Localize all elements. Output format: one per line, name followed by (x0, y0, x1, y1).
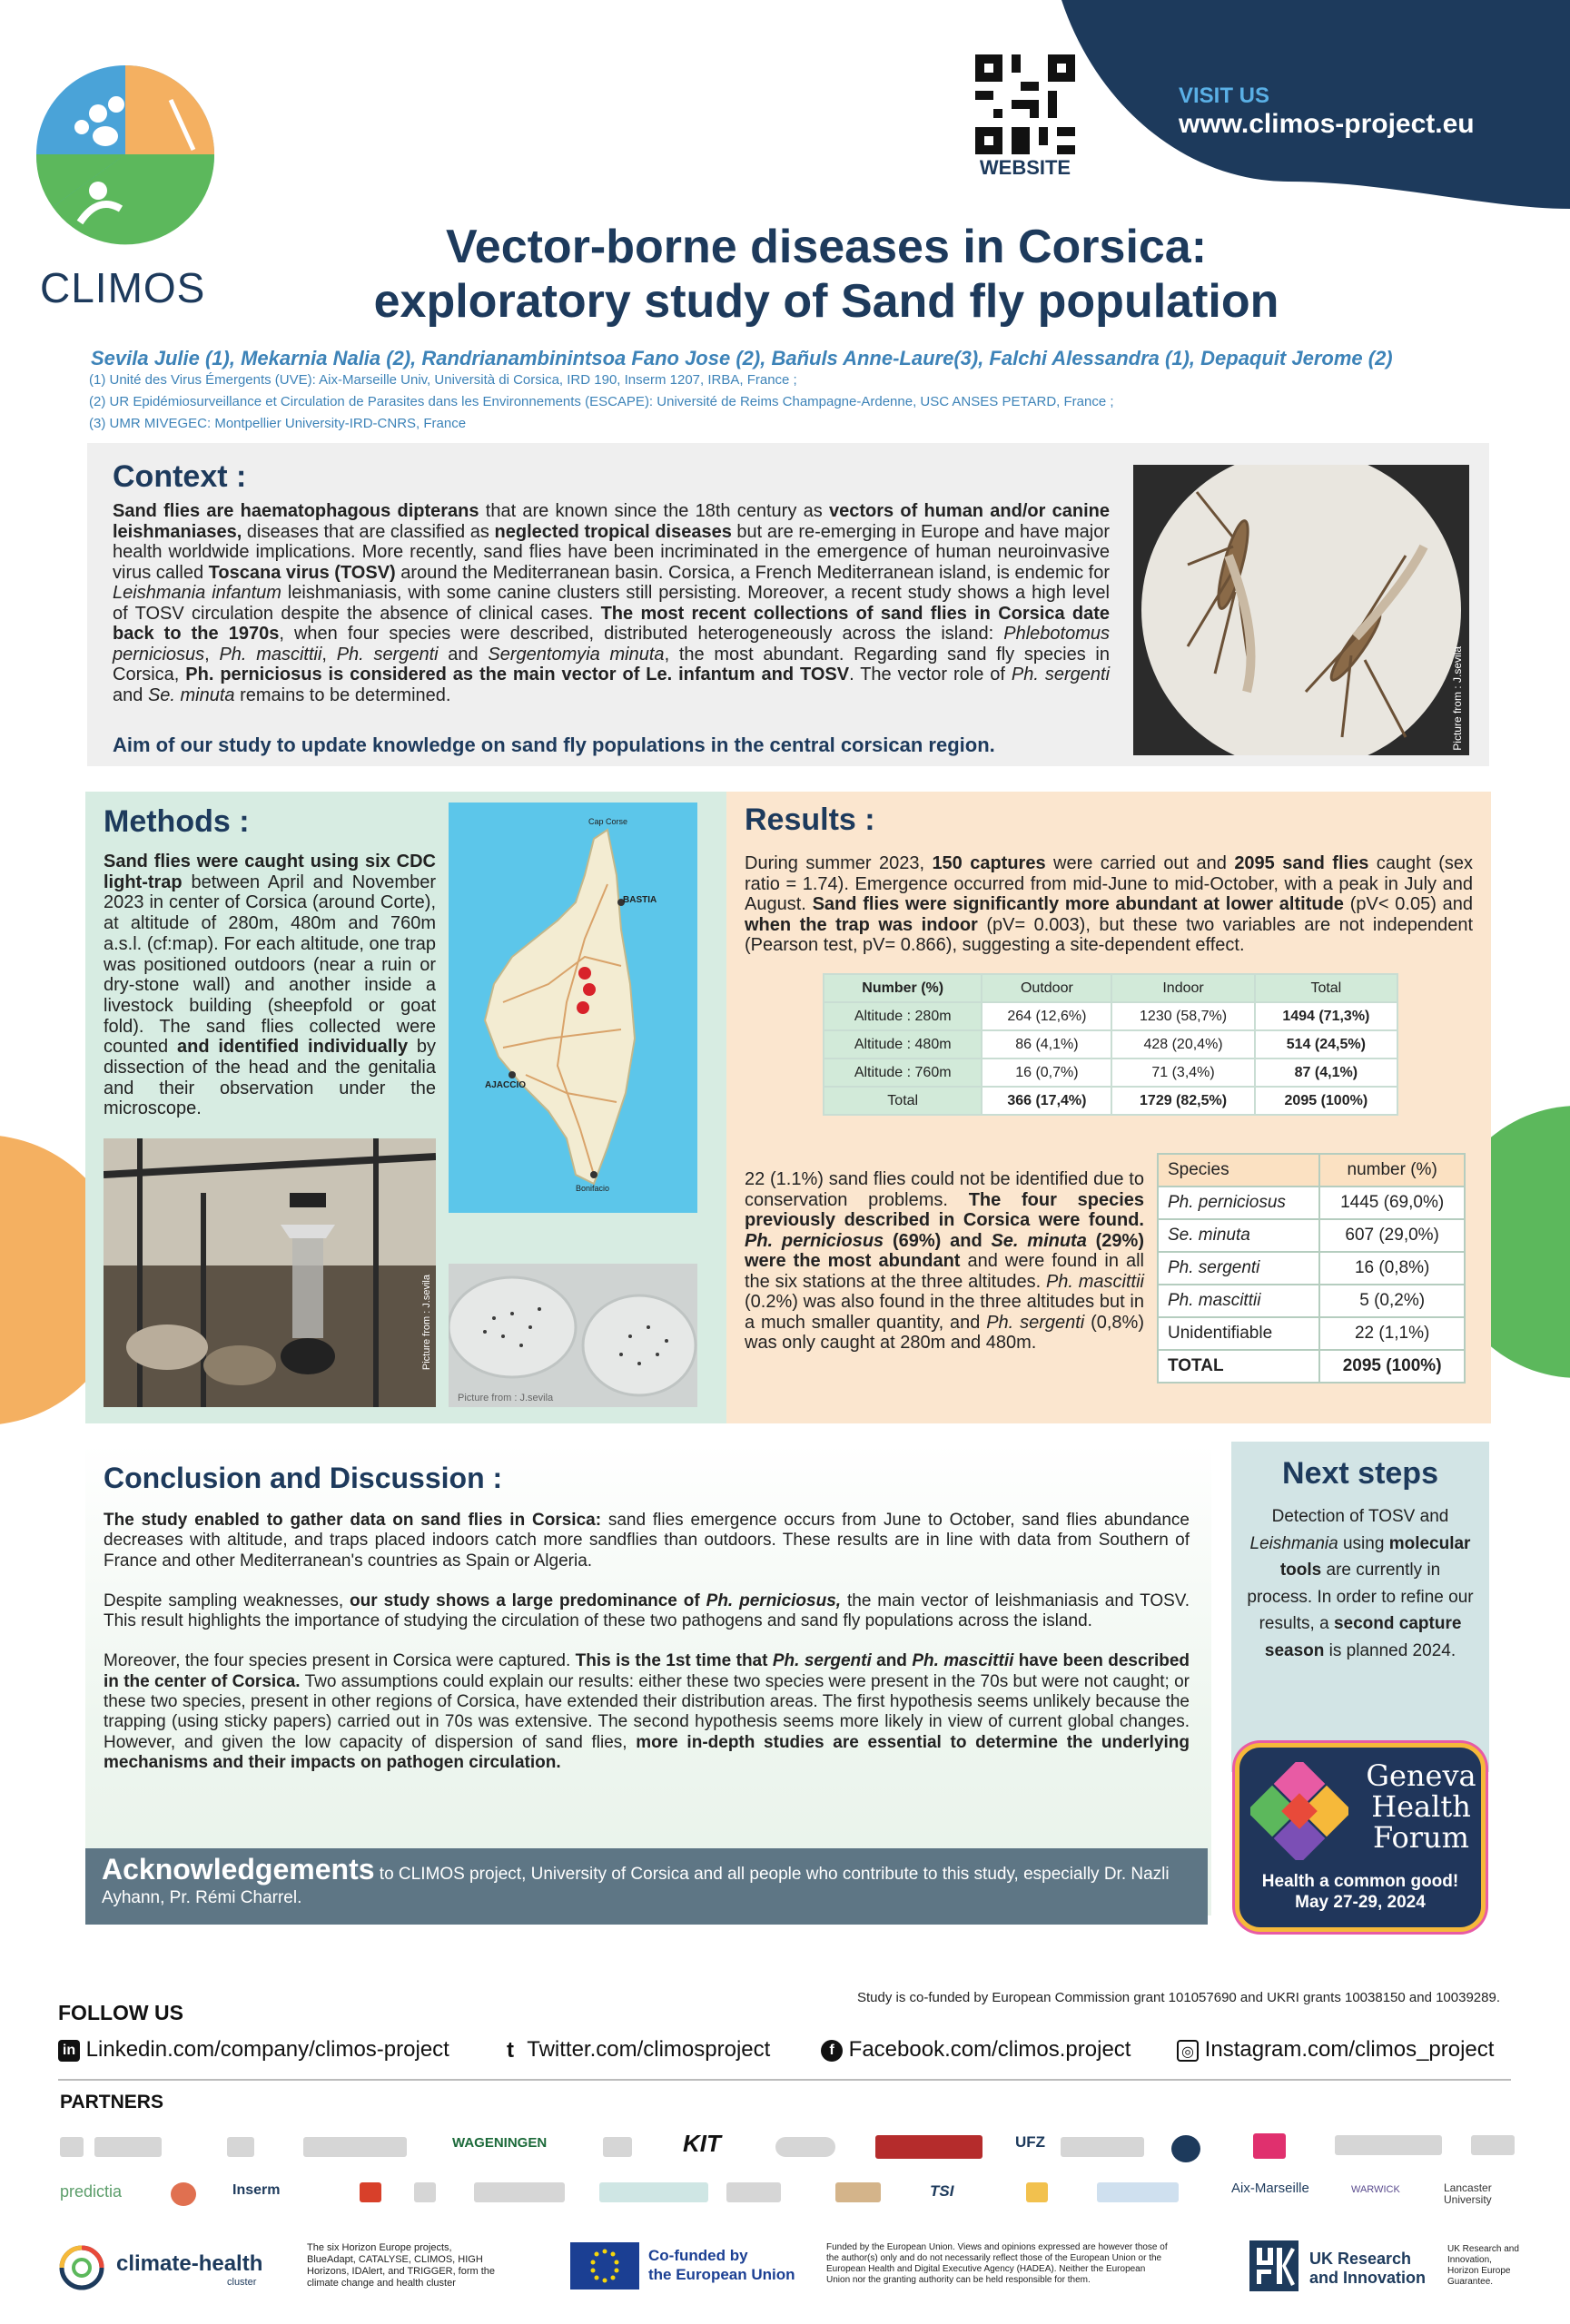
text-run: (29%) were the most abundant (745, 1230, 1144, 1271)
eu-flag-icon (570, 2242, 639, 2290)
climate-health-sub: cluster (227, 2277, 257, 2288)
text-run: the main vector of leishmaniasis and TOSV. This result highlights the importance of studying the circulation of these two pathogens and sand fly populations across the island. (104, 1590, 1190, 1631)
table-cell: TOTAL (1158, 1350, 1319, 1383)
visit-us-label: VISIT US (1179, 84, 1270, 108)
title-line-1: Vector-borne diseases in Corsica: (445, 221, 1208, 273)
forum-details (1239, 1871, 1481, 1913)
table-cell: 607 (29,0%) (1319, 1219, 1465, 1252)
partner-logo: KIT (683, 2130, 721, 2157)
text-run: Ph. sergenti (336, 644, 439, 665)
paragraph (104, 1651, 1190, 1773)
forum-tagline: Health a common good! (1261, 1872, 1459, 1891)
partner-logo: WARWICK (1351, 2184, 1400, 2195)
text-run: Phlebotomus perniciosus (113, 624, 1110, 665)
partner-logo (1097, 2182, 1179, 2202)
social-link-text[interactable]: Facebook.com/climos.project (848, 2037, 1131, 2062)
table-cell: 2095 (100%) (1319, 1350, 1465, 1383)
petri-dish-photo (449, 1264, 697, 1407)
social-instagram[interactable] (1177, 2037, 1494, 2063)
text-run: between April and November 2023 in center of Corsica (around Corte), at altitude of 280m, 480m and 760m a.s.l. (cf:map). For each altitude, one trap was positioned outdoors (near a ruin or dry-stone wall) and another inside a livestock building (sheepfold or goat fold). The sand flies collected were counted (104, 872, 436, 1058)
partner-logo (1171, 2135, 1200, 2162)
results-body (745, 853, 1473, 956)
map-label: Cap Corse (588, 817, 628, 826)
affiliation-1: (1) Unité des Virus Émergents (UVE): Aix-Marseille Univ, Università di Corsica, IRD 190, Inserm 1207, IRBA, France ; (89, 372, 797, 388)
text-run: and (113, 684, 148, 705)
table-cell: 264 (12,6%) (982, 1002, 1111, 1030)
text-run: Ph. sergenti (986, 1312, 1085, 1333)
table-cell: 87 (4,1%) (1255, 1059, 1397, 1087)
acknowledgements-banner (85, 1848, 1208, 1925)
table-cell: Altitude : 760m (824, 1059, 982, 1087)
partner-logo: UFZ (1015, 2133, 1046, 2151)
map-label: AJACCIO (485, 1080, 527, 1090)
climate-health-cluster-logo (58, 2244, 105, 2296)
table-cell: 366 (17,4%) (982, 1087, 1111, 1115)
forum-name (1358, 1760, 1485, 1853)
table-row (1158, 1252, 1465, 1285)
table-cell: 1494 (71,3%) (1255, 1002, 1397, 1030)
table-header-row (824, 974, 1397, 1002)
table-row (1158, 1350, 1465, 1383)
table-header: Number (%) (824, 974, 982, 1002)
text-run: . The vector role of (849, 665, 1012, 684)
table-cell: 1445 (69,0%) (1319, 1187, 1465, 1219)
conclusion-title: Conclusion and Discussion : (104, 1462, 503, 1494)
text-run: second capture season (1264, 1614, 1462, 1660)
text-run: are currently in process. In order to refine our results, a (1247, 1561, 1474, 1633)
table-cell: Ph. perniciosus (1158, 1187, 1319, 1219)
text-run: and identified individually (176, 1037, 409, 1058)
text-run: 22 (1.1%) sand flies could not be identified due to conservation problems. (745, 1169, 1144, 1210)
text-run: , (321, 644, 337, 665)
table-header: Outdoor (982, 974, 1111, 1002)
text-run: Toscana virus (TOSV) (208, 562, 396, 583)
affiliation-3: (3) UMR MIVEGEC: Montpellier University-IRD-CNRS, France (89, 416, 467, 431)
light-trap-photo (104, 1138, 436, 1407)
text-run: 2095 sand flies (1234, 853, 1369, 873)
partner-logo: Aix-Marseille (1231, 2181, 1309, 2196)
twitter-icon: t (507, 2037, 514, 2063)
text-run: Ph. mascittii (219, 644, 322, 665)
text-run: Despite sampling weaknesses, (104, 1590, 351, 1610)
partner-logo (603, 2137, 632, 2157)
partner-logo: predictia (60, 2182, 123, 2201)
photo-credit: Picture from : J.sevila (421, 1275, 432, 1371)
partner-logo (171, 2182, 196, 2206)
text-run: (pV< 0.05) and (1343, 894, 1473, 914)
text-run: were carried out and (1045, 853, 1235, 873)
text-run: molecular tools (1279, 1533, 1471, 1580)
text-run: is planned 2024. (1324, 1640, 1456, 1660)
text-run: Leishmania infantum (113, 583, 281, 603)
text-run: (0,8%) was only caught at 280m and 480m. (745, 1312, 1145, 1353)
acknowledgements-body: to CLIMOS project, University of Corsica and all people who contribute to this study, especially Dr. Nazli Ayhann, Pr. Rémi Charrel. (102, 1865, 1170, 1907)
table-cell: 514 (24,5%) (1255, 1030, 1397, 1059)
paragraph (104, 1511, 1190, 1571)
paragraph (104, 1591, 1190, 1632)
partner-logo (60, 2137, 84, 2157)
table-header-row (1158, 1154, 1465, 1187)
table-cell: 1729 (82,5%) (1111, 1087, 1254, 1115)
poster-title (227, 220, 1426, 329)
partner-logo (227, 2137, 254, 2157)
context-body (113, 501, 1110, 705)
next-steps-title: Next steps (1282, 1456, 1438, 1491)
text-run: leishmaniasis, with some canine clusters still persisting. Moreover, a recent study shows a high level of TOSV circulation despite the absence of clinical cases. (113, 583, 1110, 624)
table-cell: 5 (0,2%) (1319, 1285, 1465, 1317)
text-run: Se. minuta (991, 1230, 1087, 1251)
social-link-text[interactable]: Twitter.com/climosproject (527, 2037, 771, 2062)
partner-logo (726, 2182, 781, 2202)
text-run: neglected tropical diseases (494, 521, 732, 542)
species-table (1157, 1153, 1466, 1384)
text-run: , when four species were described, distributed heterogeneously across the island: (279, 624, 1004, 644)
text-run: vectors of human and/or canine leishmaniases, (113, 501, 1110, 542)
text-run: The most recent collections of sand flies in Corsica date back to the 1970s (113, 603, 1110, 644)
photo-credit: Picture from : J.sevila (1451, 646, 1464, 751)
table-cell: 16 (0,7%) (982, 1059, 1111, 1087)
sandfly-microscope-photo (1133, 465, 1469, 755)
ukri-note: UK Research and Innovation, Horizon Europe Guarantee. (1447, 2244, 1519, 2287)
affiliation-2: (2) UR Epidémiosurveillance et Circulation de Parasites dans les Environnements (ESCAPE): Université de Reims Champagne-Ardenne, USC ANSES PETARD, France ; (89, 394, 1114, 409)
forum-dates: May 27-29, 2024 (1295, 1893, 1426, 1912)
text-run: Ph. perniciosus (745, 1230, 884, 1251)
text-run: Sergentomyia minuta (488, 644, 665, 665)
text-run: , the most abundant. Regarding sand fly species in Corsica, (113, 644, 1110, 684)
social-link-text[interactable]: Instagram.com/climos_project (1204, 2037, 1495, 2062)
table-row (824, 1030, 1397, 1059)
methods-body (104, 852, 436, 1119)
table-header: Total (1255, 974, 1397, 1002)
text-run: but are re-emerging in Europe and have major health worldwide implications. More recently, sand flies have been incriminated in the emergence of human neuroinvasive virus called (113, 521, 1110, 583)
text-run: (69%) and (884, 1230, 992, 1251)
partner-logo (94, 2137, 162, 2157)
results-species-text (745, 1169, 1144, 1354)
table-cell: 22 (1,1%) (1319, 1317, 1465, 1350)
text-run: Se. minuta (147, 684, 235, 705)
text-run: our study shows a large predominance of (350, 1590, 706, 1610)
table-row (1158, 1219, 1465, 1252)
text-run: caught (sex ratio = 1.74). Emergence occurred from mid-June to mid-October, with a peak in July and August. (745, 853, 1474, 914)
climate-health-text: climate-health (116, 2251, 263, 2276)
partner-logo (1026, 2182, 1048, 2202)
partner-logo (474, 2182, 565, 2202)
partner-logo (875, 2135, 982, 2159)
altitude-table (823, 973, 1398, 1116)
geneva-health-forum-badge (1235, 1743, 1486, 1932)
table-cell: 1230 (58,7%) (1111, 1002, 1254, 1030)
table-header: Species (1158, 1154, 1319, 1187)
methods-title: Methods : (104, 804, 250, 839)
text-run: Sand flies were significantly more abundant at lower altitude (812, 894, 1344, 914)
text-run: sand flies emergence occurs from June to October, sand flies abundance decreases with altitude, and traps placed indoors catch more sandflies than outdoors. These results are in line with data from Southern of France and other Mediterranean's countries as Spain or Algeria. (104, 1511, 1190, 1571)
eu-cofunded (648, 2246, 795, 2284)
text-run: around the Mediterranean basin. Corsica, a French Mediterranean island, is endemic for (395, 562, 1110, 583)
corsica-map (449, 803, 697, 1213)
partner-logo (1061, 2137, 1144, 2157)
website-link[interactable]: www.climos-project.eu (1179, 109, 1475, 139)
partner-logo: TSI (930, 2182, 954, 2200)
map-label: BASTIA (623, 895, 657, 905)
eu-line: the European Union (648, 2266, 795, 2283)
partner-logo (1335, 2135, 1442, 2155)
table-cell: Ph. sergenti (1158, 1252, 1319, 1285)
acknowledgements-text (102, 1853, 1200, 1910)
partner-logo: Lancaster University (1444, 2181, 1492, 2206)
divider (58, 2079, 1511, 2081)
table-cell: 16 (0,8%) (1319, 1252, 1465, 1285)
text-run: , (204, 644, 220, 665)
text-run: Ph. mascittii (912, 1651, 1014, 1671)
text-run: Ph. perniciosus, (706, 1590, 842, 1610)
social-twitter[interactable] (499, 2037, 770, 2063)
text-run: (pV= 0.003), but these two variables are not independent (Pearson test, pV= 0.866), suggesting a site-dependent effect. (745, 914, 1473, 955)
text-run: Ph. sergenti (1011, 665, 1111, 684)
ukri-name (1309, 2250, 1426, 2288)
linkedin-icon: in (58, 2040, 80, 2062)
context-aim: Aim of our study to update knowledge on sand fly populations in the central corsican region. (113, 734, 995, 756)
map-label: Bonifacio (576, 1184, 610, 1193)
table-cell: 428 (20,4%) (1111, 1030, 1254, 1059)
text-run: Two assumptions could explain our results: either these two species were present in the 70s but were not caught; or these two species, present in other regions of Corsica, have extended their distribution areas. The first hypothesis seems unlikely because the trapping (using sticky papers) carried out in 70s was extensive. The second hypothesis seems more likely in view of current global changes. However, and given the low capacity of dispersion of sand flies, (104, 1671, 1190, 1752)
forum-name-line: Geneva (1366, 1758, 1476, 1793)
qr-label: WEBSITE (979, 156, 1071, 179)
results-title: Results : (745, 803, 875, 837)
table-cell: Total (824, 1087, 982, 1115)
table-header: Indoor (1111, 974, 1254, 1002)
social-facebook[interactable] (821, 2037, 1131, 2063)
climos-logo-icon (25, 64, 225, 245)
partner-logo (775, 2137, 835, 2157)
text-run: by dissection of the head and the genitalia and their observation under the microscope. (104, 1037, 436, 1119)
logo-text: CLIMOS (40, 264, 206, 311)
text-run: 150 captures (932, 853, 1046, 873)
context-title: Context : (113, 459, 247, 494)
table-cell: Se. minuta (1158, 1219, 1319, 1252)
text-run: During summer 2023, (745, 853, 933, 873)
social-link-text[interactable]: Linkedin.com/company/climos-project (85, 2037, 449, 2062)
table-row (824, 1059, 1397, 1087)
partner-logo (360, 2182, 381, 2202)
text-run: The four species previously described in Corsica were found. (745, 1189, 1145, 1230)
table-cell: Unidentifiable (1158, 1317, 1319, 1350)
ukri-line: UK Research (1309, 2250, 1412, 2268)
text-run: Ph. sergenti (772, 1651, 872, 1671)
acknowledgements-label: Acknowledgements (102, 1853, 375, 1886)
photo-credit: Picture from : J.sevila (458, 1393, 554, 1403)
funding-note: Study is co-funded by European Commission grant 101057690 and UKRI grants 10038150 and 10039289. (857, 1990, 1500, 2005)
forum-name-line: Forum (1373, 1820, 1469, 1855)
text-run: Sand flies are haematophagous dipterans (113, 501, 479, 521)
text-run: diseases that are classified as (242, 521, 495, 542)
table-header: number (%) (1319, 1154, 1465, 1187)
text-run: when the trap was indoor (745, 914, 978, 935)
qr-code-icon[interactable] (975, 54, 1075, 154)
table-cell: Altitude : 280m (824, 1002, 982, 1030)
table-row (1158, 1285, 1465, 1317)
text-run: (0.2%) was also found in the three altitudes but in a much smaller quantity, and (745, 1292, 1144, 1333)
partner-logo: WAGENINGEN (452, 2135, 548, 2151)
text-run: and were found in all the six stations at the three altitudes. (745, 1251, 1144, 1292)
text-run: that are known since the 18th century as (479, 501, 829, 521)
text-run: Detection of TOSV and (1271, 1507, 1449, 1526)
table-cell: Altitude : 480m (824, 1030, 982, 1059)
text-run: have been described in the center of Corsica. (104, 1651, 1190, 1691)
forum-name-line: Health (1371, 1789, 1471, 1824)
cluster-note: The six Horizon Europe projects, BlueAdapt, CATALYSE, CLIMOS, HIGH Horizons, IDAlert, and TRIGGER, form the climate change and health cluster (307, 2242, 496, 2289)
table-cell: 2095 (100%) (1255, 1087, 1397, 1115)
climate-health-icon (58, 2244, 105, 2291)
text-run: Ph. mascittii (1045, 1271, 1144, 1292)
text-run: and (871, 1651, 913, 1671)
partner-logo (414, 2182, 436, 2202)
text-run: Moreover, the four species present in Corsica were captured. (104, 1651, 576, 1671)
ukri-line: and Innovation (1309, 2269, 1426, 2287)
partner-logo (599, 2182, 708, 2202)
text-run: remains to be determined. (234, 684, 451, 705)
eu-disclaimer: Funded by the European Union. Views and opinions expressed are however those of the author(s) only and do not necessarily reflect those of the European Union or the European Health and Digital Executive Agency (HADEA). Neither the European Union nor the granting authority can be held responsible for them. (826, 2242, 1168, 2285)
partner-logo (1471, 2135, 1515, 2155)
text-run: Leishmania (1249, 1533, 1338, 1553)
table-row (824, 1002, 1397, 1030)
facebook-icon: f (821, 2040, 843, 2062)
partner-logo (835, 2182, 881, 2202)
table-cell: 71 (3,4%) (1111, 1059, 1254, 1087)
partner-logo: Inserm (232, 2182, 281, 2198)
table-row (1158, 1317, 1465, 1350)
text-run: The study enabled to gather data on sand flies in Corsica: (104, 1511, 602, 1530)
text-run: Sand flies were caught using six CDC light-trap (104, 852, 436, 892)
title-line-2: exploratory study of Sand fly population (373, 275, 1279, 328)
eu-line: Co-funded by (648, 2247, 748, 2264)
conclusion-body (104, 1511, 1190, 1773)
follow-us-label: FOLLOW US (58, 2001, 183, 2024)
partner-logo (303, 2137, 407, 2157)
forum-logo-icon (1250, 1762, 1348, 1860)
instagram-icon: ◎ (1177, 2040, 1199, 2062)
table-row (824, 1087, 1397, 1115)
text-run: This is the 1st time that (575, 1651, 773, 1671)
next-steps-body (1246, 1503, 1475, 1664)
text-run: Ph. perniciosus is considered as the main vector of Le. infantum and TOSV (185, 665, 850, 684)
partners-label: PARTNERS (60, 2092, 163, 2112)
header-wave-banner (1061, 0, 1570, 209)
table-cell: 86 (4,1%) (982, 1030, 1111, 1059)
table-row (1158, 1187, 1465, 1219)
table-cell: Ph. mascittii (1158, 1285, 1319, 1317)
text-run: more in-depth studies are essential to determine the underlying mechanisms and their impacts on pathogen circulation. (104, 1732, 1190, 1772)
authors: Sevila Julie (1), Mekarnia Nalia (2), Randrianambinintsoa Fano Jose (2), Bañuls Anne-Laure(3), Falchi Alessandra (1), Depaquit Jerome (2) (91, 347, 1393, 369)
partner-logo (1253, 2133, 1286, 2159)
text-run: and (438, 644, 489, 665)
text-run: using (1338, 1533, 1389, 1553)
ukri-logo-icon (1249, 2240, 1298, 2291)
social-linkedin[interactable] (58, 2037, 449, 2063)
